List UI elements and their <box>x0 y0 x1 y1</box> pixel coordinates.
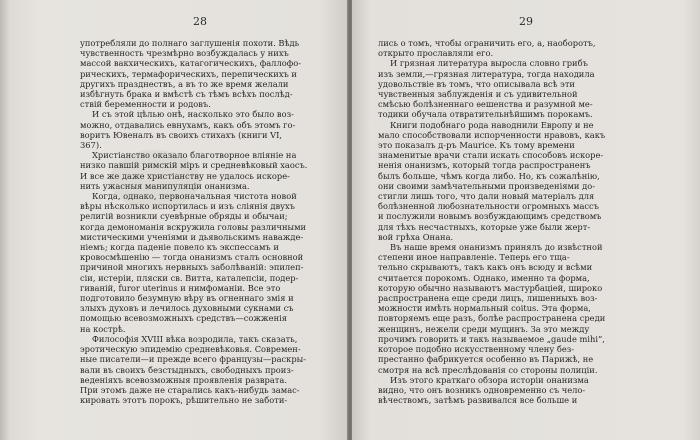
right-page-text <box>378 38 674 405</box>
left-paragraph-3: Христіанство оказало благотворное вліяніе на низко павшій римскій міръ и средневѣковый хаосъ. И все же даже христіанству не удалось искоре- нить ужасныя манипуляціи онанизма. <box>80 150 308 191</box>
paper-stain <box>110 150 200 210</box>
right-paragraph-2: И грязная литература выросла словно грибъ изъ земли,—грязная литература, тогда находила удовольствіе въ томъ, что описывала всѣ эти чувственныя заблужденія и съ удивительной смѣсью болѣзненнаго ѳешенства и разумной ме- тодики обучала отвратительнѣйшимъ порокамъ. <box>378 58 595 120</box>
left-paragraph-1: употребляли до полнаго заглушенія похоти. Вѣдь чувственность чрезмѣрно возбуждалась у нихъ массой вакхическихъ, катагогическихъ, фаллофо- рическихъ, термафорическихъ, перепическихъ и другихъ празднествъ, а въ то же время желали избѣгнуть брака и вмѣстѣ съ тѣмъ всѣхъ послѣд- ствій беременности и родовъ. <box>80 38 302 110</box>
right-page <box>352 0 700 440</box>
right-paragraph-5: Изъ этого краткаго обзора исторіи онанизма видно, что онъ возникъ одновременно съ чело- вѣчествомъ, затѣмъ развивался все больше и <box>378 374 589 406</box>
left-page-number: 28 <box>193 15 207 28</box>
left-paragraph-5: Философія XVIII вѣка возродила, такъ сказать, эротическую эпидемію средневѣковья. Современ- ные писатели—и прежде всего французы—раскры- вали въ своихъ безстыдныхъ, свободныхъ произ- веденіяхъ всевозможныя проявленія разврата. При этомъ даже не старались какъ-нибудь замас- кировать этотъ порокъ, рѣшительно не заботи- <box>80 333 307 406</box>
left-paragraph-2: И съ этой цѣлью онѣ, насколько это было воз- можно, отдавались евнухамъ, какъ объ этомъ го- воритъ Ювеналъ въ своихъ стихахъ (книги VI, 367). <box>80 109 296 151</box>
right-paragraph-3: Книги подобнаго рода наводнили Европу и не мало способствовали испорченности нравовъ, какъ это показалъ д-ръ Maurice. Къ тому времени знаменитые врачи стали искать способовъ искоре- ненія онанизмъ, который тогда распространенъ былъ больше, чѣмъ когда либо. Но, къ сожалѣнію, они своими замѣчательными произведеніями до- стигли лишь того, что дали новый матеріалъ для болѣзненной любознательности огромныхъ массъ и послужили новымъ возбуждающимъ средствомъ для тѣхъ несчастныхъ, которые уже были жерт- вой грѣха Онана. <box>378 119 606 242</box>
right-page-number: 29 <box>519 15 533 28</box>
left-paragraph-4: Когда, однако, первоначальная чистота новой вѣры нѣсколько испортилась и изъ сліянія двухъ религій возникли суевѣрные обряды и обычаи; когда демономанія вскружила головы различными мистическими ученіями и дьявольскимъ наважде- ніемъ; когда паденіе повело къ экспессамъ и кровосмѣшенію — тогда онанизмъ сталъ основной причиной многихъ нервныхъ заболѣваній: эпилеп- сіи, истеріи, пляски св. Витта, каталепсіи, подер- гиваній, furor uterinus и нимфоманіи. Все это подготовило безумную вѣру въ огненнаго змія и злыхъ духовъ и лечилось духовными сукнами съ помощью всевозможныхъ средствъ—сожженія на кострѣ. <box>80 191 307 334</box>
left-page <box>0 0 348 440</box>
right-paragraph-4: Въ наше время онанизмъ принялъ до извѣстной степени иное направленіе. Теперь его тща- тельно скрываютъ, такъ какъ онъ всюду и всѣми считается порокомъ. Однако, именно та форма, которую обычно называютъ мастурбаціей, широко распространена еще среди лицъ, лишенныхъ воз- можности имѣть нормальный coitus. Эта форма, повторяемъ еще разъ, болѣе распространена среди женщинъ, нежели среди мущинъ. За это между прочимъ говорить и такъ называемое „gaude mihi“, которое подобно искусственному члену без- престанно фабрикуется особенно въ Парижѣ, не смотря на всѣ преслѣдованія со стороны полиціи. <box>378 242 606 375</box>
left-page-text <box>80 38 330 405</box>
right-paragraph-1: лись о томъ, чтобы ограничить его, а, наоборотъ, открыто прославляли его. <box>378 38 596 59</box>
